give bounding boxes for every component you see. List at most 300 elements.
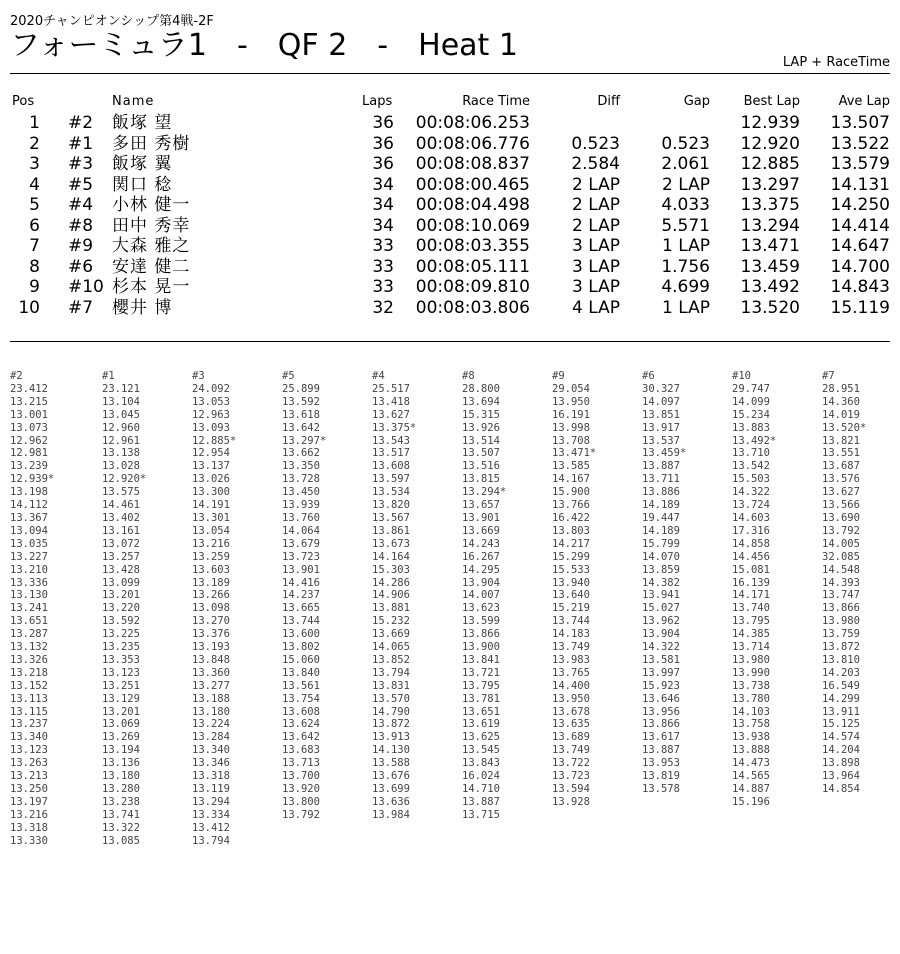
lap-time: 13.866 [642,718,680,731]
lap-time: 14.064 [282,524,320,537]
result-row [0,175,900,195]
result-gap: 1 LAP [662,297,710,318]
result-laps: 34 [372,174,394,195]
lap-time: 13.866 [462,628,500,641]
lap-time: 13.741 [102,808,140,821]
lap-time: 12.963 [192,408,230,421]
lap-time: 13.130 [10,589,48,602]
lap-time: 16.422 [552,511,590,524]
lap-time: 15.303 [372,563,410,576]
lap-time: 13.570 [372,692,410,705]
lap-time: 13.848 [192,653,230,666]
lap-time: 13.795 [732,615,770,628]
lap-time: 14.574 [822,731,860,744]
result-car-number: #2 [68,113,94,133]
lap-time: 13.635 [552,718,590,731]
lap-time: 14.887 [732,783,770,795]
lap-time: 13.722 [552,757,590,770]
lap-time: 13.123 [102,666,140,679]
lap-time: 14.456 [732,550,770,563]
lap-time: 13.225 [102,628,140,641]
lap-time: 16.139 [732,576,770,589]
result-gap: 1.756 [661,256,710,277]
lap-time: 13.517 [372,447,410,460]
lap-time: 14.393 [822,576,860,589]
result-row [0,134,900,154]
result-gap: 5.571 [661,215,710,236]
lap-time: 13.861 [372,524,410,537]
lap-time: 12.981 [10,447,48,460]
lap-time: 13.738 [732,679,770,692]
lap-time: 13.189 [192,576,230,589]
lap-time: 13.724 [732,499,770,512]
lap-column [372,370,416,822]
lap-time: 14.416 [282,576,320,589]
lap-time: 13.450 [282,486,320,499]
lap-time: 13.881 [372,602,410,615]
lap-time: 13.099 [102,576,140,589]
lap-time: 13.093 [192,421,230,434]
lap-time: 32.085 [822,550,860,563]
lap-time: 13.263 [10,757,48,770]
lap-time: 23.412 [10,382,48,395]
lap-time: 13.210 [10,563,48,576]
lap-time: 13.990 [732,666,770,679]
result-row [0,154,900,174]
lap-time: 13.129 [102,692,140,705]
result-car-number: #9 [68,236,94,256]
result-race-time: 00:08:03.355 [415,236,530,256]
result-diff: 2 LAP [572,174,620,195]
lap-time: 13.939 [282,499,320,512]
lap-time: 14.385 [732,628,770,641]
result-pos: 7 [29,236,40,256]
lap-time: 13.624 [282,718,320,731]
result-diff: 2 LAP [572,215,620,236]
lap-time: 13.132 [10,641,48,654]
result-laps: 33 [372,236,394,256]
result-ave-lap: 14.414 [830,215,890,236]
lap-time: 13.913 [372,731,410,744]
lap-time: 15.533 [552,563,590,576]
lap-time: 13.883 [732,421,770,434]
lap-time: 13.537 [642,434,680,447]
lap-time: 13.617 [642,731,680,744]
lap-time: 13.618 [282,408,320,421]
lap-time: 13.119 [192,783,230,795]
lap-time: 13.676 [372,770,410,783]
lap-time: 13.198 [10,486,48,499]
lap-time: 13.619 [462,718,500,731]
lap-time: 13.820 [372,499,410,512]
lap-time: 13.250 [10,783,48,795]
lap-time: 13.627 [822,486,860,499]
lap-time: 13.259 [192,550,230,563]
header-rule [10,73,890,74]
lap-time: 13.901 [462,511,500,524]
col-header-race-time: Race Time [462,94,530,109]
lap-time: 13.375* [372,421,417,434]
lap-time: 13.194 [102,744,140,757]
result-gap: 4.699 [661,277,710,297]
lap-time: 13.780 [732,692,770,705]
lap-time: 17.316 [732,524,770,537]
lap-time: 14.295 [462,563,500,576]
col-header-name: Name [112,94,155,109]
lap-time: 13.597 [372,473,410,486]
lap-column-header: #3 [192,370,205,382]
result-car-number: #1 [68,133,94,154]
result-pos: 9 [29,277,40,297]
lap-time: 13.917 [642,421,680,434]
lap-time: 13.673 [372,537,410,550]
result-ave-lap: 13.579 [830,154,890,174]
result-row [0,277,900,297]
lap-time: 13.367 [10,511,48,524]
result-laps: 36 [372,133,394,154]
lap-time: 13.888 [732,744,770,757]
lap-time: 13.224 [192,718,230,731]
lap-time: 13.578 [642,783,680,795]
lap-time: 13.841 [462,653,500,666]
lap-time: 13.035 [10,537,48,550]
lap-time: 13.239 [10,460,48,473]
lap-time: 14.130 [372,744,410,757]
col-header-best-lap: Best Lap [743,94,800,109]
result-race-time: 00:08:05.111 [415,256,530,277]
result-best-lap: 13.297 [740,174,800,195]
result-diff: 3 LAP [572,277,620,297]
lap-time: 13.520* [822,421,867,434]
lap-time: 13.744 [282,615,320,628]
lap-time: 13.551 [822,447,860,460]
result-car-number: #3 [68,154,94,174]
lap-time: 14.858 [732,537,770,550]
lap-time: 13.665 [282,602,320,615]
lap-time: 13.803 [552,524,590,537]
lap-time: 14.167 [552,473,590,486]
result-laps: 32 [372,297,394,318]
result-pos: 2 [29,133,40,154]
lap-time: 13.297* [282,434,327,447]
result-pos: 10 [18,297,40,318]
lap-time: 13.180 [102,770,140,783]
lap-time: 13.819 [642,770,680,783]
lap-time: 13.640 [552,589,590,602]
lap-time: 12.954 [192,447,230,460]
lap-time: 14.322 [732,486,770,499]
lap-time: 13.542 [732,460,770,473]
lap-time: 13.220 [102,602,140,615]
lap-time: 13.098 [192,602,230,615]
result-pos: 1 [29,113,40,133]
lap-time: 13.802 [282,641,320,654]
lap-time: 13.588 [372,757,410,770]
lap-time: 15.027 [642,602,680,615]
lap-time: 14.007 [462,589,500,602]
result-driver-name: 飯塚 翼 [112,154,173,174]
lap-time: 13.723 [282,550,320,563]
lap-time: 13.575 [102,486,140,499]
lap-time: 13.251 [102,679,140,692]
lap-time: 13.887 [462,795,500,808]
event-subtitle: 2020チャンピオンシップ第4戦-2F [10,14,214,29]
result-ave-lap: 14.131 [830,174,890,195]
lap-time: 13.534 [372,486,410,499]
result-gap: 2 LAP [662,174,710,195]
result-laps: 34 [372,215,394,236]
lap-time: 13.353 [102,653,140,666]
lap-time: 14.237 [282,589,320,602]
lap-time: 13.872 [822,641,860,654]
lap-time: 13.815 [462,473,500,486]
lap-time: 13.980 [822,615,860,628]
lap-time: 13.940 [552,576,590,589]
result-row [0,298,900,318]
lap-column [102,370,146,848]
result-best-lap: 13.294 [740,215,800,236]
result-best-lap: 13.375 [740,195,800,215]
lap-time: 13.766 [552,499,590,512]
lap-time: 13.859 [642,563,680,576]
lap-time: 13.657 [462,499,500,512]
lap-time: 14.790 [372,705,410,718]
lap-time: 13.301 [192,511,230,524]
result-gap: 0.523 [661,133,710,154]
lap-time: 13.984 [372,808,410,821]
result-race-time: 00:08:04.498 [415,195,530,215]
lap-time: 14.400 [552,679,590,692]
lap-time: 13.241 [10,602,48,615]
lap-time: 13.950 [552,692,590,705]
lap-time: 13.215 [10,395,48,408]
lap-time: 12.885* [192,434,237,447]
lap-time: 13.138 [102,447,140,460]
lap-time: 13.201 [102,589,140,602]
lap-column [552,370,596,809]
lap-time: 14.299 [822,692,860,705]
lap-time: 13.950 [552,395,590,408]
lap-time: 14.183 [552,628,590,641]
lap-time: 13.840 [282,666,320,679]
lap-time: 13.270 [192,615,230,628]
lap-time: 13.941 [642,589,680,602]
lap-time: 13.213 [10,770,48,783]
lap-time: 13.646 [642,692,680,705]
result-driver-name: 多田 秀樹 [112,133,191,154]
result-driver-name: 田中 秀幸 [112,215,191,236]
lap-time: 13.904 [642,628,680,641]
lap-time: 13.218 [10,666,48,679]
lap-time: 13.747 [822,589,860,602]
lap-time: 13.603 [192,563,230,576]
lap-time: 13.346 [192,757,230,770]
lap-time: 13.412 [192,821,230,834]
lap-time: 13.045 [102,408,140,421]
lap-time: 13.318 [10,821,48,834]
lap-time: 13.340 [192,744,230,757]
lap-time: 12.962 [10,434,48,447]
lap-time: 13.360 [192,666,230,679]
lap-time: 13.237 [10,718,48,731]
lap-time: 13.759 [822,628,860,641]
lap-time: 13.053 [192,395,230,408]
result-car-number: #7 [68,297,94,318]
result-driver-name: 飯塚 望 [112,113,173,133]
lap-time: 13.901 [282,563,320,576]
lap-time: 13.956 [642,705,680,718]
lap-time: 13.852 [372,653,410,666]
lap-time: 15.081 [732,563,770,576]
lap-time: 13.872 [372,718,410,731]
lap-time: 13.708 [552,434,590,447]
lap-time: 14.243 [462,537,500,550]
lap-time: 13.887 [642,744,680,757]
lap-time: 14.171 [732,589,770,602]
lap-time: 13.669 [462,524,500,537]
lap-time: 13.340 [10,731,48,744]
lap-time: 14.191 [192,499,230,512]
result-race-time: 00:08:06.253 [415,113,530,133]
lap-time: 14.710 [462,783,500,795]
result-laps: 36 [372,113,394,133]
lap-time: 15.219 [552,602,590,615]
result-ave-lap: 13.522 [830,133,890,154]
lap-time: 15.060 [282,653,320,666]
lap-time: 13.821 [822,434,860,447]
lap-time: 13.740 [732,602,770,615]
lap-time: 14.322 [642,641,680,654]
result-ave-lap: 14.647 [830,236,890,256]
result-race-time: 00:08:00.465 [415,174,530,195]
lap-time: 14.461 [102,499,140,512]
result-pos: 6 [29,215,40,236]
lap-time: 14.019 [822,408,860,421]
lap-time: 12.960 [102,421,140,434]
lap-time: 14.065 [372,641,410,654]
lap-time: 15.234 [732,408,770,421]
lap-time: 13.723 [552,770,590,783]
lap-time: 13.642 [282,731,320,744]
lap-time: 15.232 [372,615,410,628]
result-row [0,216,900,236]
result-driver-name: 大森 雅之 [112,236,191,256]
result-driver-name: 杉本 晃一 [112,277,191,297]
lap-time: 13.280 [102,783,140,795]
lap-time: 13.983 [552,653,590,666]
lap-time: 13.679 [282,537,320,550]
lap-time: 13.800 [282,795,320,808]
lap-time: 12.961 [102,434,140,447]
lap-time: 13.123 [10,744,48,757]
lap-time: 13.514 [462,434,500,447]
lap-time: 28.951 [822,382,860,395]
lap-time: 13.257 [102,550,140,563]
lap-time: 13.152 [10,679,48,692]
result-race-time: 00:08:10.069 [415,215,530,236]
lap-time: 13.336 [10,576,48,589]
lap-time: 13.428 [102,563,140,576]
lap-time: 29.747 [732,382,770,395]
lap-time: 13.651 [462,705,500,718]
result-best-lap: 13.459 [740,256,800,277]
result-pos: 8 [29,256,40,277]
lap-time: 13.073 [10,421,48,434]
lap-time: 14.360 [822,395,860,408]
lap-time: 13.326 [10,653,48,666]
result-diff: 4 LAP [572,297,620,318]
lap-time: 14.070 [642,550,680,563]
lap-column [822,370,866,796]
result-driver-name: 櫻井 博 [112,297,173,318]
result-laps: 34 [372,195,394,215]
results-bottom-rule [10,341,890,342]
lap-time: 13.625 [462,731,500,744]
lap-time: 16.191 [552,408,590,421]
race-title: フォーミュラ1 - QF 2 - Heat 1 [10,28,518,63]
result-pos: 4 [29,174,40,195]
lap-time: 13.928 [552,795,590,808]
lap-time: 13.760 [282,511,320,524]
lap-time: 13.962 [642,615,680,628]
lap-time: 13.792 [282,808,320,821]
lap-time: 13.744 [552,615,590,628]
lap-time: 13.911 [822,705,860,718]
lap-time: 13.711 [642,473,680,486]
lap-time: 13.334 [192,808,230,821]
lap-time: 13.576 [822,473,860,486]
lap-time: 13.350 [282,460,320,473]
lap-time: 13.418 [372,395,410,408]
lap-time: 13.700 [282,770,320,783]
lap-time: 15.125 [822,718,860,731]
lap-time: 14.473 [732,757,770,770]
result-row [0,236,900,256]
lap-time: 14.097 [642,395,680,408]
result-diff: 3 LAP [572,236,620,256]
lap-time: 13.216 [10,808,48,821]
lap-time: 13.136 [102,757,140,770]
col-header-ave-lap: Ave Lap [838,94,890,109]
result-laps: 33 [372,277,394,297]
lap-time: 13.561 [282,679,320,692]
lap-column [282,370,326,822]
result-ave-lap: 14.700 [830,256,890,277]
lap-time: 13.543 [372,434,410,447]
result-ave-lap: 13.507 [830,113,890,133]
result-gap: 1 LAP [662,236,710,256]
lap-time: 13.938 [732,731,770,744]
lap-time: 14.164 [372,550,410,563]
result-best-lap: 12.885 [740,154,800,174]
lap-time: 13.507 [462,447,500,460]
lap-time: 12.920* [102,473,147,486]
lap-time: 13.831 [372,679,410,692]
lap-time: 13.104 [102,395,140,408]
lap-time: 13.900 [462,641,500,654]
lap-time: 13.376 [192,628,230,641]
lap-time: 13.651 [10,615,48,628]
result-best-lap: 13.471 [740,236,800,256]
lap-time: 13.926 [462,421,500,434]
lap-time: 13.115 [10,705,48,718]
lap-time: 13.689 [552,731,590,744]
lap-time: 13.765 [552,666,590,679]
lap-column [462,370,506,822]
lap-time: 30.327 [642,382,680,395]
result-row [0,113,900,133]
lap-time: 13.866 [822,602,860,615]
